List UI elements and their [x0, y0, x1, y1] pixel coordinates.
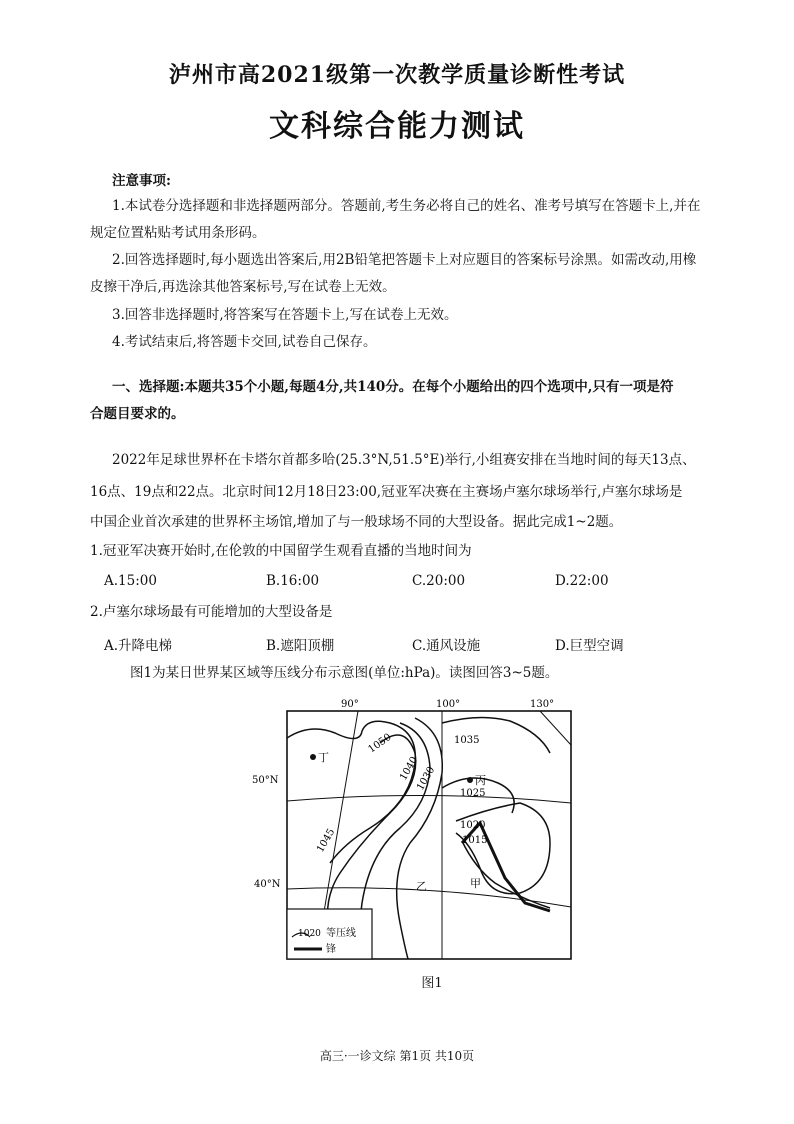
legend-front-text: 锋: [326, 944, 336, 955]
question-1-option-b: B.16:00: [266, 573, 320, 589]
notes-heading: 注意事项:: [112, 173, 171, 189]
note-1-line-2: 规定位置粘贴考试用条形码。: [90, 225, 266, 241]
parallel-50n: [287, 795, 571, 803]
lon-label-100: 100°: [436, 699, 461, 710]
isobar-label-1035: 1035: [454, 735, 480, 746]
isobar-map: [250, 693, 590, 973]
question-2-stem: 2.卢塞尔球场最有可能增加的大型设备是: [90, 604, 333, 620]
lon-label-130: 130°: [530, 699, 555, 710]
isobar-label-1040: 1040: [398, 754, 421, 783]
figure-caption: 图1: [421, 976, 443, 991]
isobar-label-1050: 1050: [366, 731, 394, 756]
point-ding-label: 丁: [318, 751, 329, 764]
isobar-label-1015: 1015: [462, 835, 488, 846]
question-2-option-a: A.升降电梯: [104, 638, 173, 654]
note-2-line-2: 皮擦干净后,再选涂其他答案标号,写在试卷上无效。: [90, 279, 396, 295]
question-1-option-d: D.22:00: [555, 573, 609, 589]
point-bing-label: 丙: [475, 774, 486, 787]
isobar-1050: [287, 721, 415, 863]
passage-line-1: 2022年足球世界杯在卡塔尔首都多哈(25.3°N,51.5°E)举行,小组赛安排在当地时间的每天13点、: [112, 452, 696, 468]
lat-label-50n: 50°N: [252, 775, 279, 786]
isobar-label-1030: 1030: [415, 764, 438, 793]
figure-intro: 图1为某日世界某区域等压线分布示意图(单位:hPa)。读图回答3~5题。: [130, 665, 559, 681]
isobar-label-1045: 1045: [315, 826, 338, 855]
lat-label-40n: 40°N: [254, 879, 281, 890]
question-1-option-a: A.15:00: [104, 573, 157, 589]
isobar-1030: [397, 718, 443, 959]
lon-label-90: 90°: [341, 699, 359, 710]
note-1-line-1: 1.本试卷分选择题和非选择题两部分。答题前,考生务必将自己的姓名、准考号填写在答题卡上,并在: [112, 198, 701, 214]
question-2-option-b: B.遮阳顶棚: [266, 638, 335, 654]
point-jia-label: 甲: [470, 877, 481, 890]
exam-title: 泸州市高2021级第一次教学质量诊断性考试: [168, 62, 626, 88]
passage-line-2: 16点、19点和22点。北京时间12月18日23:00,冠亚军决赛在主赛场卢塞尔球场举行,卢塞尔球场是: [90, 484, 683, 500]
question-2-option-d: D.巨型空调: [555, 638, 624, 654]
page-footer: 高三·一诊文综 第1页 共10页: [319, 1049, 475, 1063]
question-1-option-c: C.20:00: [412, 573, 466, 589]
note-3: 3.回答非选择题时,将答案写在答题卡上,写在试卷上无效。: [112, 307, 458, 323]
note-2-line-1: 2.回答选择题时,每小题选出答案后,用2B铅笔把答题卡上对应题目的答案标号涂黑。如需改动,用橡: [112, 252, 697, 268]
isobar-label-1025: 1025: [460, 788, 486, 799]
meridian-130: [540, 711, 571, 745]
section-heading-line-1: 一、选择题:本题共35个小题,每题4分,共140分。在每个小题给出的四个选项中,只有一项是符: [112, 379, 674, 395]
note-4: 4.考试结束后,将答题卡交回,试卷自己保存。: [112, 334, 377, 350]
legend-isobar-text: 等压线: [326, 928, 356, 939]
isobar-label-1020: 1020: [460, 820, 486, 831]
point-yi-label: 乙: [416, 880, 427, 893]
point-ding-dot: [310, 754, 316, 760]
legend-isobar-value: 1020: [298, 929, 321, 939]
passage-line-3: 中国企业首次承建的世界杯主场馆,增加了与一般球场不同的大型设备。据此完成1~2题。: [90, 514, 623, 530]
question-1-stem: 1.冠亚军决赛开始时,在伦敦的中国留学生观看直播的当地时间为: [90, 543, 472, 559]
point-bing-dot: [467, 777, 473, 783]
subject-title: 文科综合能力测试: [269, 109, 525, 144]
question-2-option-c: C.通风设施: [412, 638, 481, 654]
section-heading-line-2: 合题目要求的。: [90, 406, 185, 422]
